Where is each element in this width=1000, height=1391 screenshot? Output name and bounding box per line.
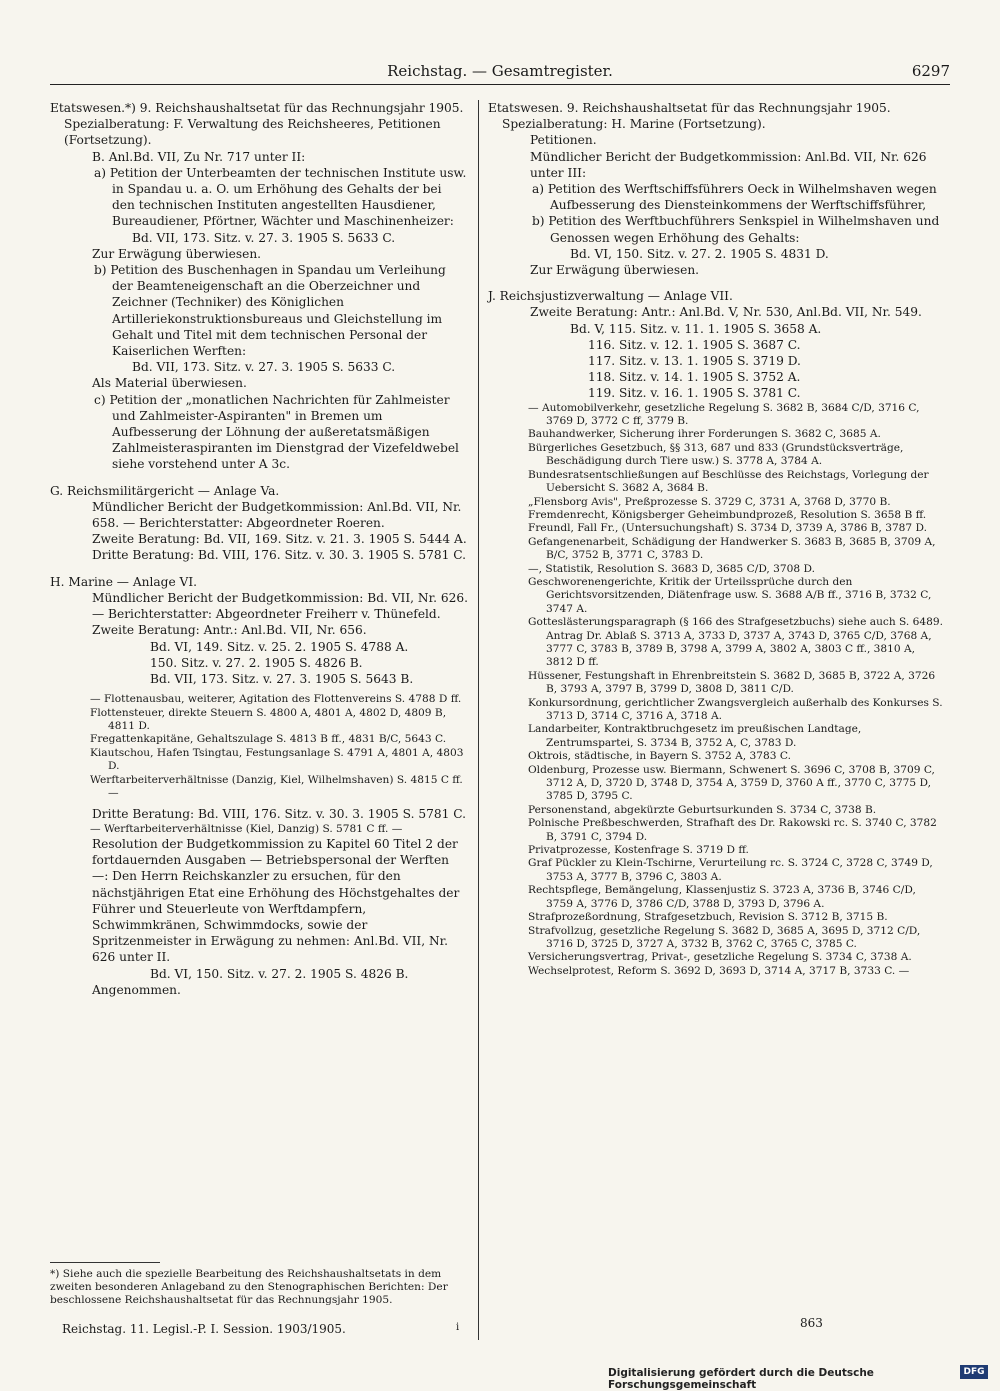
left-entry: Angenommen.	[92, 982, 181, 997]
left-entry: G. Reichsmilitärgericht — Anlage Va.	[50, 483, 280, 498]
right-entry: Oldenburg, Prozesse usw. Biermann, Schwenert S. 3696 C, 3708 B, 3709 C, 3712 A, D, 3720 D, 3748 D, 3754 A, 3759 D, 3760 A ff., 3770 C, 3775 D, 3785 D, 3795 C.	[528, 763, 935, 803]
right-entry: Zweite Beratung: Antr.: Anl.Bd. V, Nr. 530, Anl.Bd. VII, Nr. 549.	[530, 305, 922, 320]
right-entry: Gefangenenarbeit, Schädigung der Handwerker S. 3683 B, 3685 B, 3709 A, B/C, 3752 B, 3771 C, 3783 D.	[528, 535, 936, 562]
dfg-credit: Digitalisierung gefördert durch die Deutsche Forschungsgemeinschaft	[608, 1367, 874, 1391]
right-column	[488, 100, 943, 978]
left-entry: Bd. VII, 173. Sitz. v. 27. 3. 1905 S. 5643 B.	[150, 671, 414, 686]
right-entry: Versicherungsvertrag, Privat-, gesetzliche Regelung S. 3734 C, 3738 A.	[528, 951, 912, 964]
right-entry: 117. Sitz. v. 13. 1. 1905 S. 3719 D.	[588, 354, 801, 369]
left-entry: Kiautschou, Hafen Tsingtau, Festungsanlage S. 4791 A, 4801 A, 4803 D.	[90, 746, 464, 773]
footnote-rule	[50, 1262, 160, 1263]
left-entry: Dritte Beratung: Bd. VIII, 176. Sitz. v. 30. 3. 1905 S. 5781 C.	[92, 548, 466, 563]
right-entry: 118. Sitz. v. 14. 1. 1905 S. 3752 A.	[588, 370, 801, 385]
left-entry: 150. Sitz. v. 27. 2. 1905 S. 4826 B.	[150, 655, 363, 670]
left-entry: c) Petition der „monatlichen Nachrichten für Zahlmeister und Zahlmeister-Aspiranten" in Bremen um Aufbesserung der Löhnung der außeretatsmäßigen Zahlmeisteraspiranten im Dienstgrad der Vizefeldwebel siehe vorstehend unter A 3c.	[94, 392, 459, 472]
right-entry: —, Statistik, Resolution S. 3683 D, 3685 C/D, 3708 D.	[528, 562, 815, 575]
left-entry: Bd. VII, 173. Sitz. v. 27. 3. 1905 S. 5633 C.	[132, 360, 396, 375]
right-entry: Bd. VI, 150. Sitz. v. 27. 2. 1905 S. 4831 D.	[570, 246, 829, 261]
left-entry: H. Marine — Anlage VI.	[50, 574, 198, 589]
right-entry: Geschworenengerichte, Kritik der Urteilssprüche durch den Gerichtsvorsitzenden, Diätenfrage usw. S. 3688 A/B ff., 3716 B, 3732 C, 3747 A.	[528, 575, 932, 615]
right-entry: Bürgerliches Gesetzbuch, §§ 313, 687 und 833 (Grundstücksverträge, Beschädigung durch Tiere usw.) S. 3778 A, 3784 A.	[528, 441, 904, 468]
right-entry: Oktrois, städtische, in Bayern S. 3752 A, 3783 C.	[528, 750, 791, 763]
right-entry: Personenstand, abgekürzte Geburtsurkunden S. 3734 C, 3738 B.	[528, 803, 877, 816]
spacer	[50, 564, 468, 574]
running-header	[50, 62, 950, 85]
right-entry: J. Reichsjustizverwaltung — Anlage VII.	[488, 289, 733, 304]
left-entry: B. Anl.Bd. VII, Zu Nr. 717 unter II:	[92, 149, 306, 164]
right-entry: 119. Sitz. v. 16. 1. 1905 S. 3781 C.	[588, 386, 801, 401]
right-entry: Rechtspflege, Bemängelung, Klassenjustiz S. 3723 A, 3736 B, 3746 C/D, 3759 A, 3776 D, 3786 C/D, 3788 D, 3793 D, 3796 A.	[528, 884, 916, 910]
left-entry: a) Petition der Unterbeamten der technischen Institute usw. in Spandau u. a. O. um Erhöhung des Gehalts der bei den technischen Instituten angestellten Hausdiener, Bureaudiener, Pförtner, Wächter und Maschinenheizer:	[94, 165, 467, 229]
left-entry: — Flottenausbau, weiterer, Agitation des Flottenvereins S. 4788 D ff.	[90, 693, 462, 706]
right-entry: Bauhandwerker, Sicherung ihrer Forderungen S. 3682 C, 3685 A.	[528, 428, 881, 441]
right-entry: Konkursordnung, gerichtlicher Zwangsvergleich außerhalb des Konkurses S. 3713 D, 3714 C, 3716 A, 3718 A.	[528, 696, 943, 722]
left-entry: Als Material überwiesen.	[92, 376, 247, 391]
left-entry: Bd. VI, 149. Sitz. v. 25. 2. 1905 S. 4788 A.	[150, 639, 409, 654]
right-entry: 116. Sitz. v. 12. 1. 1905 S. 3687 C.	[588, 337, 801, 352]
left-entry: Etatswesen.*) 9. Reichshaushaltsetat für das Rechnungsjahr 1905. Spezialberatung: F. Verwaltung des Reichsheeres, Petitionen (Fortsetzung).	[50, 101, 464, 148]
right-entry: Strafvollzug, gesetzliche Regelung S. 3682 D, 3685 A, 3695 D, 3712 C/D, 3716 D, 3725 D, 3727 A, 3732 B, 3762 C, 3765 C, 3785 C.	[528, 924, 921, 950]
footer-mark: i	[456, 1322, 460, 1333]
left-entry: b) Petition des Buschenhagen in Spandau um Verleihung der Beamteneigenschaft an die Oberzeichner und Zeichner (Techniker) des Königlichen Artilleriekonstruktionsbureaus und Gleichstellung im Gehalt und Titel mit dem technischen Personal der Kaiserlichen Werften:	[94, 263, 446, 359]
left-entry: Werftarbeiterverhältnisse (Danzig, Kiel, Wilhelmshaven) S. 4815 C ff. —	[90, 773, 463, 799]
left-entry: Zur Erwägung überwiesen.	[92, 246, 262, 261]
left-entry: Mündlicher Bericht der Budgetkommission: Anl.Bd. VII, Nr. 658. — Berichterstatter: Abgeordneter Roeren.	[92, 499, 462, 531]
left-entry: Dritte Beratung: Bd. VIII, 176. Sitz. v. 30. 3. 1905 S. 5781 C.	[92, 807, 466, 822]
header-title: Reichstag. — Gesamtregister.	[387, 62, 613, 80]
bottom-page-number: 863	[800, 1316, 823, 1330]
right-entry: Polnische Preßbeschwerden, Strafhaft des Dr. Rakowski rc. S. 3740 C, 3782 B, 3791 C, 3794 D.	[528, 817, 937, 843]
right-entry: Graf Pückler zu Klein-Tschirne, Verurteilung rc. S. 3724 C, 3728 C, 3749 D, 3753 A, 3777 B, 3796 C, 3803 A.	[528, 857, 933, 883]
left-entry: Zweite Beratung: Bd. VII, 169. Sitz. v. 21. 3. 1905 S. 5444 A.	[92, 532, 467, 547]
page-number: 6297	[911, 62, 950, 80]
right-entry: — Automobilverkehr, gesetzliche Regelung S. 3682 B, 3684 C/D, 3716 C, 3769 D, 3772 C ff, 3779 B.	[528, 401, 920, 428]
left-entry: Flottensteuer, direkte Steuern S. 4800 A, 4801 A, 4802 D, 4809 B, 4811 D.	[90, 706, 447, 732]
right-entry: Wechselprotest, Reform S. 3692 D, 3693 D, 3714 A, 3717 B, 3733 C. —	[528, 964, 910, 977]
right-entry: Mündlicher Bericht der Budgetkommission: Anl.Bd. VII, Nr. 626 unter III:	[530, 149, 927, 180]
right-entry: Hüssener, Festungshaft in Ehrenbreitstein S. 3682 D, 3685 B, 3722 A, 3726 B, 3793 A, 3797 B, 3799 D, 3808 D, 3811 C/D.	[528, 669, 936, 696]
left-column	[50, 100, 468, 998]
spacer	[50, 473, 468, 483]
right-entry: a) Petition des Werftschiffsführers Oeck in Wilhelmshaven wegen Aufbesserung des Diensteinkommens der Werftschiffsführer,	[532, 182, 937, 213]
right-entry: Landarbeiter, Kontraktbruchgesetz im preußischen Landtage, Zentrumspartei, S. 3734 B, 3752 A, C, 3783 D.	[528, 723, 862, 749]
right-entry: „Flensborg Avis", Preßprozesse S. 3729 C, 3731 A, 3768 D, 3770 B.	[528, 495, 891, 508]
left-entry: Zweite Beratung: Antr.: Anl.Bd. VII, Nr. 656.	[92, 623, 367, 638]
right-entry: Strafprozeßordnung, Strafgesetzbuch, Revision S. 3712 B, 3715 B.	[528, 911, 888, 924]
footer-text: Reichstag. 11. Legisl.-P. I. Session. 1903/1905.	[62, 1322, 346, 1336]
right-entry: Petitionen.	[530, 133, 597, 148]
right-entry: b) Petition des Werftbuchführers Senkspiel in Wilhelmshaven und Genossen wegen Erhöhung des Gehalts:	[532, 214, 940, 245]
spacer	[488, 278, 943, 288]
right-entry: Privatprozesse, Kostenfrage S. 3719 D ff.	[528, 844, 749, 857]
right-entry: Fremdenrecht, Königsberger Geheimbundprozeß, Resolution S. 3658 B ff.	[528, 508, 927, 521]
left-entry: Bd. VI, 150. Sitz. v. 27. 2. 1905 S. 4826 B.	[150, 966, 409, 981]
footnote: *) Siehe auch die spezielle Bearbeitung des Reichshaushaltsetats in dem zweiten besonderen Anlageband zu den Stenographischen Berichten: Der beschlossene Reichshaushaltsetat für das Rechnungsjahr 1905.	[50, 1268, 448, 1306]
right-entry: Bundesratsentschließungen auf Beschlüsse des Reichstags, Vorlegung der Uebersicht S. 3682 A, 3684 B.	[528, 468, 929, 495]
right-entry: Freundl, Fall Fr., (Untersuchungshaft) S. 3734 D, 3739 A, 3786 B, 3787 D.	[528, 522, 928, 535]
left-entry: Fregattenkapitäne, Gehaltszulage S. 4813 B ff., 4831 B/C, 5643 C.	[90, 733, 447, 746]
right-entry: Bd. V, 115. Sitz. v. 11. 1. 1905 S. 3658 A.	[570, 321, 822, 336]
right-entry: Gotteslästerungsparagraph (§ 166 des Strafgesetzbuchs) siehe auch S. 6489. Antrag Dr. Ablaß S. 3713 A, 3733 D, 3737 A, 3743 D, 3765 C/D, 3768 A, 3777 C, 3783 B, 3789 B, 3798 A, 3799 A, 3802 A, 3803 C ff., 3810 A, 3812 D ff.	[528, 616, 943, 669]
right-entry: Etatswesen. 9. Reichshaushaltsetat für das Rechnungsjahr 1905. Spezialberatung: H. Marine (Fortsetzung).	[488, 101, 891, 132]
column-divider	[478, 100, 479, 1340]
left-entry: Mündlicher Bericht der Budgetkommission: Bd. VII, Nr. 626. — Berichterstatter: Abgeordneter Freiherr v. Thünefeld.	[92, 590, 468, 622]
right-entry: Zur Erwägung überwiesen.	[530, 263, 700, 278]
left-entry: — Werftarbeiterverhältnisse (Kiel, Danzig) S. 5781 C ff. —	[90, 822, 403, 835]
left-entry: Bd. VII, 173. Sitz. v. 27. 3. 1905 S. 5633 C.	[132, 230, 396, 245]
dfg-logo: DFG	[960, 1365, 988, 1379]
left-entry: Resolution der Budgetkommission zu Kapitel 60 Titel 2 der fortdauernden Ausgaben — Betriebspersonal der Werften —: Den Herrn Reichskanzler zu ersuchen, für den nächstjährigen Etat eine Erhöhung des Höchstgehaltes der Führer und Steuerleute von Werftdampfern, Schwimmkränen, Schwimmdocks, sowie der Spritzenmeister in Erwägung zu nehmen: Anl.Bd. VII, Nr. 626 unter II.	[92, 836, 460, 965]
